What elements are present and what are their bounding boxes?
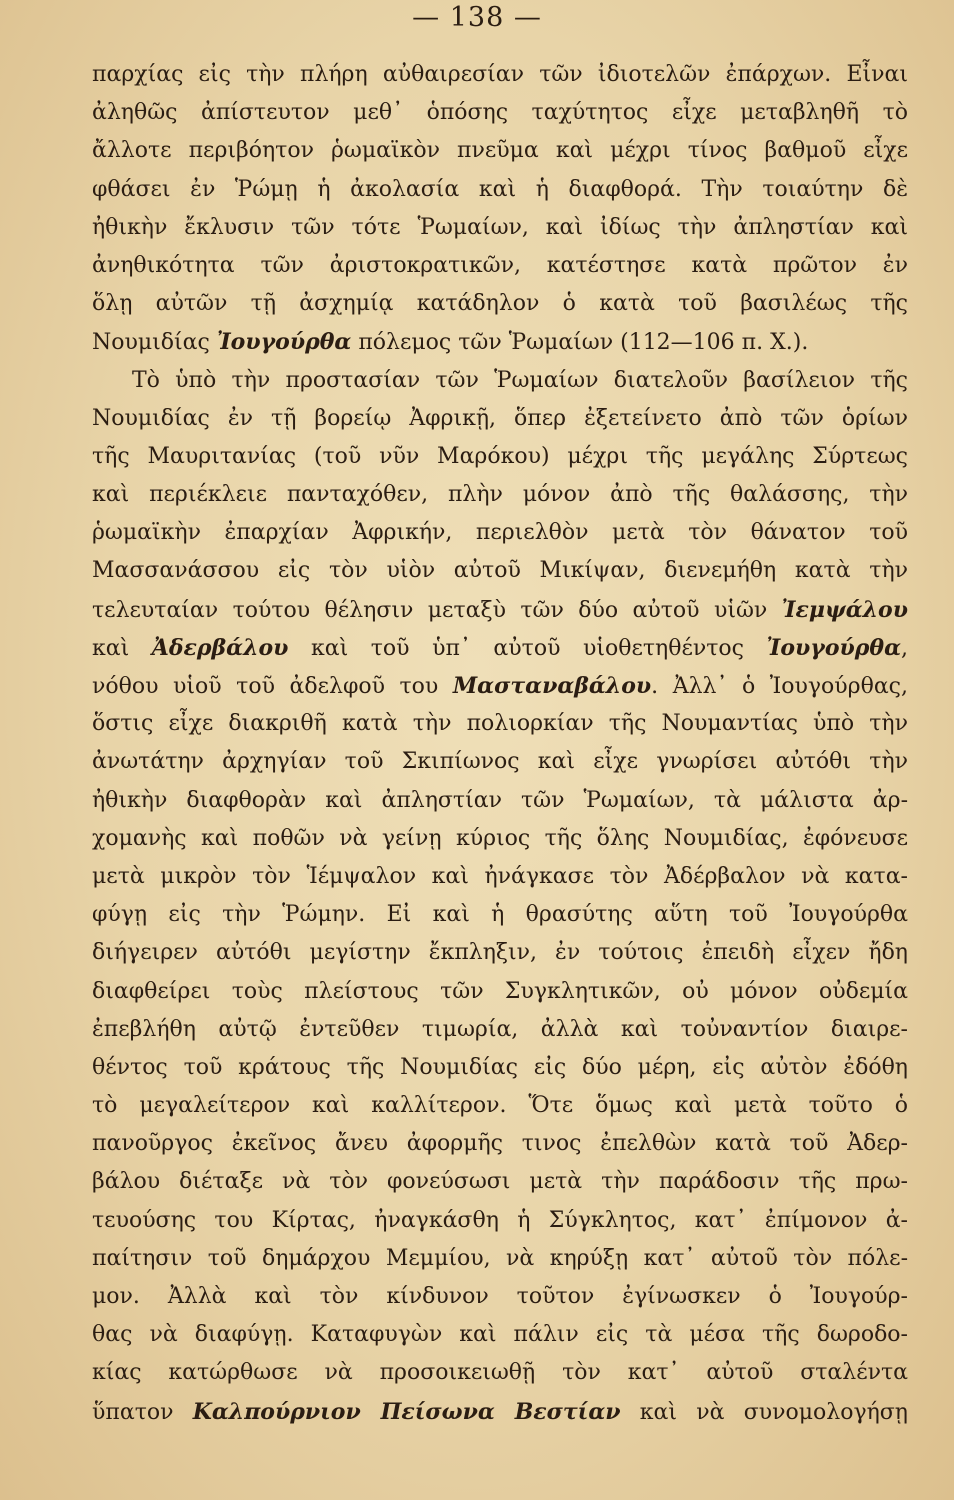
text-line: διαφθείρει τοὺς πλείστους τῶν Συγκλητικῶν, οὐ μόνον οὐδεμία (92, 978, 908, 1004)
text-line: παρχίας εἰς τὴν πλήρη αὐθαιρεσίαν τῶν ἰδιοτελῶν ἐπάρχων. Εἶναι (92, 62, 908, 87)
text-line: ἀνωτάτην ἀρχηγίαν τοῦ Σκιπίωνος καὶ εἶχε γνωρίσει αὐτόθι τὴν (92, 749, 908, 775)
text-line: ἐπεβλήθη αὐτῷ ἐντεῦθεν τιμωρία, ἀλλὰ καὶ τοὐναντίον διαιρε- (92, 1016, 908, 1042)
text-line: ἠθικὴν ἔκλυσιν τῶν τότε Ῥωμαίων, καὶ ἰδίως τὴν ἀπληστίαν καὶ (92, 214, 908, 240)
text-line: ἠθικὴν διαφθορὰν καὶ ἀπληστίαν τῶν Ῥωμαίων, τὰ μάλιστα ἀρ- (92, 787, 908, 813)
text-line: τελευταίαν τούτου θέλησιν μεταξὺ τῶν δύο αὐτοῦ υἱῶν Ἰεμψάλου (92, 596, 908, 623)
text-line: καὶ Ἀδερβάλου καὶ τοῦ ὑπ᾽ αὐτοῦ υἱοθετηθέντος Ἰουγούρθα, (92, 634, 908, 661)
text-line: μετὰ μικρὸν τὸν Ἱέμψαλον καὶ ἠνάγκασε τὸν Ἀδέρβαλον νὰ κατα- (92, 863, 908, 889)
text-line: τῆς Μαυριτανίας (τοῦ νῦν Μαρόκου) μέχρι τῆς μεγάλης Σύρτεως (92, 443, 908, 469)
text-line: τὸ μεγαλείτερον καὶ καλλίτερον. Ὅτε ὅμως καὶ μετὰ τοῦτο ὁ (92, 1093, 908, 1119)
text-line: θας νὰ διαφύγῃ. Καταφυγὼν καὶ πάλιν εἰς τὰ μέσα τῆς δωροδο- (92, 1322, 908, 1348)
text-line: ὕπατον Καλπούρνιον Πείσωνα Βεστίαν καὶ νὰ συνομολογήσῃ (92, 1398, 908, 1425)
text-line: θέντος τοῦ κράτους τῆς Νουμιδίας εἰς δύο μέρη, εἰς αὐτὸν ἐδόθη (92, 1054, 908, 1080)
text-line: ἀνηθικότητα τῶν ἀριστοκρατικῶν, κατέστησε κατὰ πρῶτον ἐν (92, 252, 908, 278)
text-line: φύγῃ εἰς τὴν Ῥώμην. Εἰ καὶ ἡ θρασύτης αὕτη τοῦ Ἰουγούρθα (92, 902, 908, 928)
text-line: χομανὴς καὶ ποθῶν νὰ γείνῃ κύριος τῆς ὅλης Νουμιδίας, ἐφόνευσε (92, 825, 908, 851)
page-number: — 138 — (412, 2, 542, 33)
text-line: μον. Ἀλλὰ καὶ τὸν κίνδυνον τοῦτον ἐγίνωσκεν ὁ Ἰουγούρ- (92, 1284, 908, 1309)
text-line: κίας κατώρθωσε νὰ προσοικειωθῇ τὸν κατ᾽ αὐτοῦ σταλέντα (92, 1360, 908, 1386)
text-line: νόθου υἱοῦ τοῦ ἀδελφοῦ του Μασταναβάλου. Ἀλλ᾽ ὁ Ἰουγούρθας, (92, 673, 908, 699)
text-line: Μασσανάσσου εἰς τὸν υἱὸν αὐτοῦ Μικίψαν, διενεμήθη κατὰ τὴν (92, 558, 908, 584)
text-line: διήγειρεν αὐτόθι μεγίστην ἔκπληξιν, ἐν τούτοις ἐπειδὴ εἶχεν ἤδη (92, 940, 908, 966)
text-line: ἀληθῶς ἀπίστευτον μεθ᾽ ὁπόσης ταχύτητος εἶχε μεταβληθῆ τὸ (92, 100, 908, 126)
text-line: Τὸ ὑπὸ τὴν προστασίαν τῶν Ῥωμαίων διατελοῦν βασίλειον τῆς (132, 367, 908, 393)
text-line: ὅλῃ αὐτῶν τῇ ἀσχημίᾳ κατάδηλον ὁ κατὰ τοῦ βασιλέως τῆς (92, 291, 908, 317)
text-line: πανοῦργος ἐκεῖνος ἄνευ ἀφορμῆς τινος ἐπελθὼν κατὰ τοῦ Ἀδερ- (92, 1131, 908, 1157)
text-line: τευούσης του Κίρτας, ἠναγκάσθη ἡ Σύγκλητος, κατ᾽ ἐπίμονον ἀ- (92, 1207, 908, 1233)
body-text (92, 56, 908, 1431)
text-line: φθάσει ἐν Ῥώμῃ ἡ ἀκολασία καὶ ἡ διαφθορά. Τὴν τοιαύτην δὲ (92, 176, 908, 202)
text-line: ῥωμαϊκὴν ἐπαρχίαν Ἀφρικήν, περιελθὸν μετὰ τὸν θάνατον τοῦ (92, 520, 908, 546)
text-line: παίτησιν τοῦ δημάρχου Μεμμίου, νὰ κηρύξῃ κατ᾽ αὐτοῦ τὸν πόλε- (92, 1245, 908, 1271)
text-line: καὶ περιέκλειε πανταχόθεν, πλὴν μόνον ἀπὸ τῆς θαλάσσης, τὴν (92, 482, 908, 508)
text-line: Νουμιδίας Ἰουγούρθα πόλεμος τῶν Ῥωμαίων (112—106 π. Χ.). (92, 329, 809, 356)
text-line: Νουμιδίας ἐν τῇ βορείῳ Ἀφρικῇ, ὅπερ ἐξετείνετο ἀπὸ τῶν ὁρίων (92, 405, 908, 431)
text-line: ἄλλοτε περιβόητον ῥωμαϊκὸν πνεῦμα καὶ μέχρι τίνος βαθμοῦ εἶχε (92, 138, 908, 164)
text-line: βάλου διέταξε νὰ τὸν φονεύσωσι μετὰ τὴν παράδοσιν τῆς πρω- (92, 1169, 908, 1195)
text-line: ὅστις εἶχε διακριθῆ κατὰ τὴν πολιορκίαν τῆς Νουμαντίας ὑπὸ τὴν (92, 711, 908, 737)
